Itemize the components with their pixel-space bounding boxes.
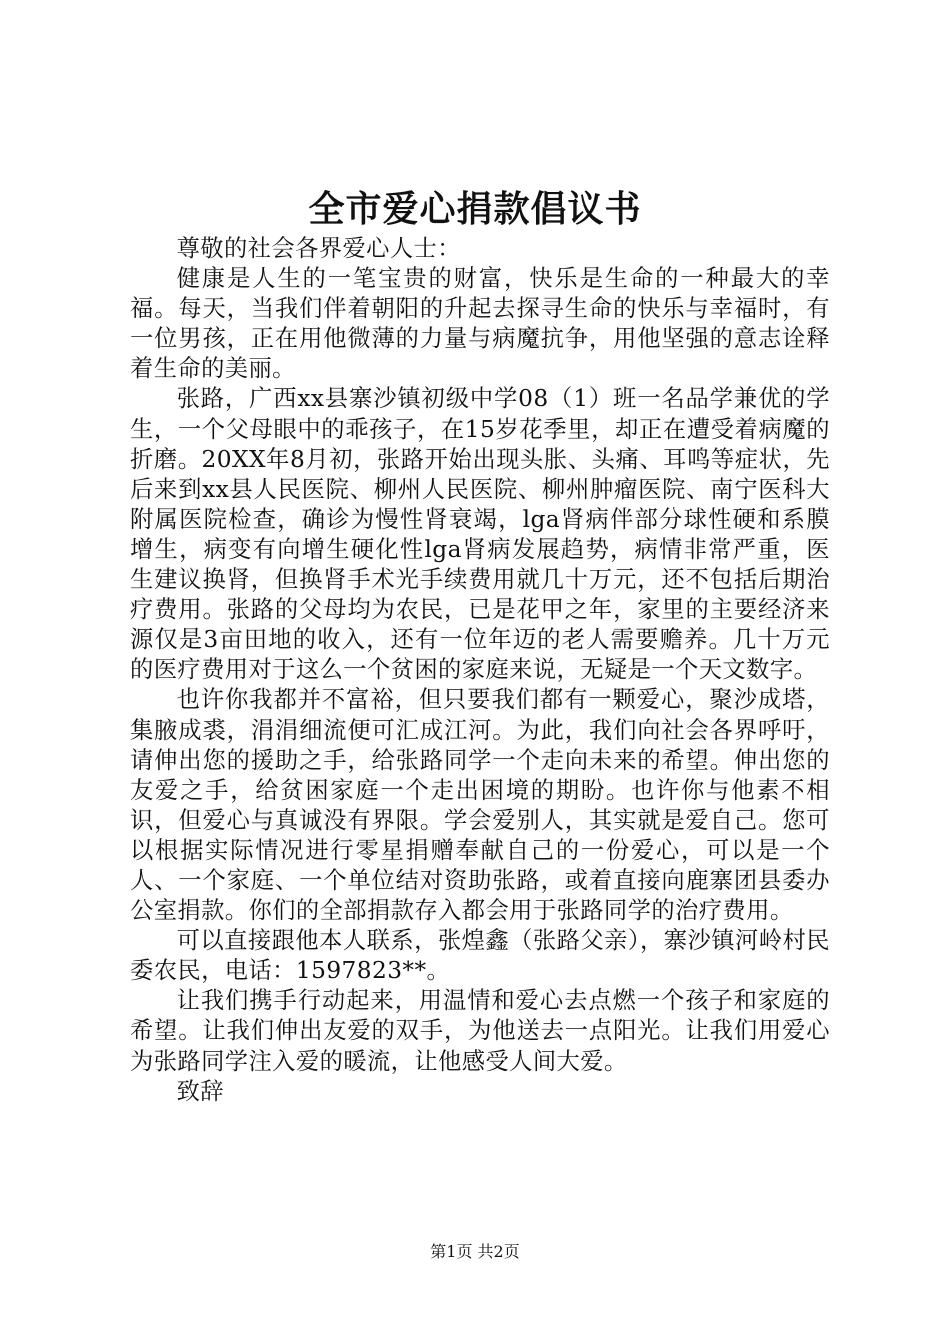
document-title: 全市爱心捐款倡议书 [308, 188, 642, 230]
closing: 致辞 [176, 1077, 224, 1105]
paragraph: 张路，广西xx县寨沙镇初级中学08（1）班一名品学兼优的学生，一个父母眼中的乖孩子，在15岁花季里，却正在遭受着病魔的折磨。20XX年8月初，张路开始出现头胀、头痛、耳鸣等症状，先后来到xx县人民医院、柳州人民医院、柳州肿瘤医院、南宁医科大附属医院检查，确诊为慢性肾衰竭，lga肾病伴部分球性硬和系膜增生，病变有向增生硬化性lga肾病发展趋势，病情非常严重，医生建议换肾，但换肾手术光手续费用就几十万元，还不包括后期治疗费用。张路的父母均为农民，已是花甲之年，家里的主要经济来源仅是3亩田地的收入，还有一位年迈的老人需要赡养。几十万元的医疗费用对于这么一个贫困的家庭来说，无疑是一个天文数字。 [130, 385, 830, 684]
paragraph: 可以直接跟他本人联系，张煌鑫（张路父亲），寨沙镇河岭村民委农民，电话：1597823**。 [130, 927, 830, 985]
paragraph: 健康是人生的一笔宝贵的财富，快乐是生命的一种最大的幸福。每天，当我们伴着朝阳的升起去探寻生命的快乐与幸福时，有一位男孩，正在用他微薄的力量与病魔抗争，用他坚强的意志诠释着生命的美丽。 [130, 265, 830, 383]
page-footer: 第1页 共2页 [430, 1242, 520, 1261]
paragraph: 让我们携手行动起来，用温情和爱心去点燃一个孩子和家庭的希望。让我们伸出友爱的双手，为他送去一点阳光。让我们用爱心为张路同学注入爱的暖流，让他感受人间大爱。 [130, 987, 830, 1075]
salutation: 尊敬的社会各界爱心人士： [176, 235, 461, 262]
document-body [130, 234, 830, 1107]
paragraph: 也许你我都并不富裕，但只要我们都有一颗爱心，聚沙成塔，集腋成裘，涓涓细流便可汇成江河。为此，我们向社会各界呼吁，请伸出您的援助之手，给张路同学一个走向未来的希望。伸出您的友爱之手，给贫困家庭一个走出困境的期盼。也许你与他素不相识，但爱心与真诚没有界限。学会爱别人，其实就是爱自己。您可以根据实际情况进行零星捐赠奉献自己的一份爱心，可以是一个人、一个家庭、一个单位结对资助张路，或着直接向鹿寨团县委办公室捐款。你们的全部捐款存入都会用于张路同学的治疗费用。 [130, 686, 830, 925]
